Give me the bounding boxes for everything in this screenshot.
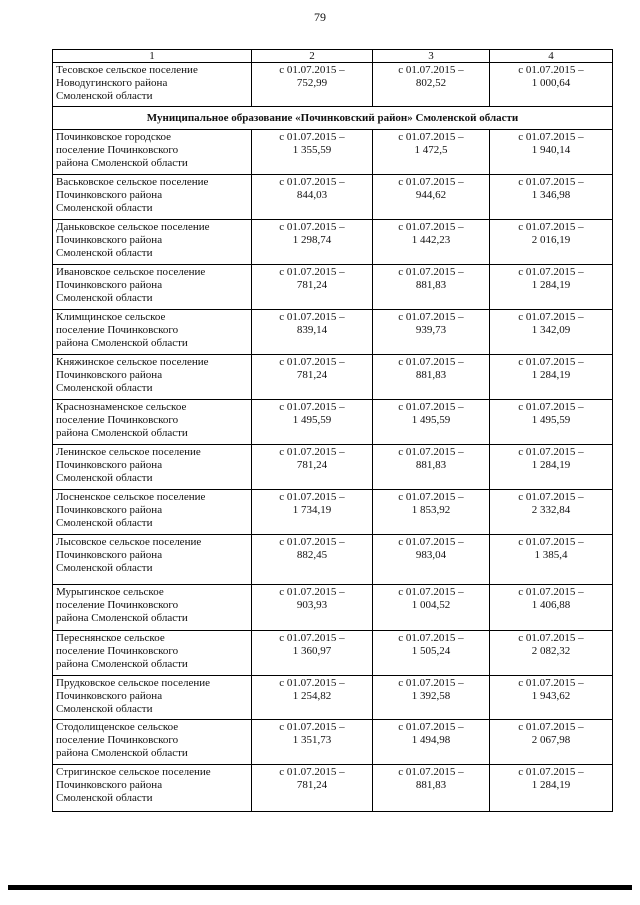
settlement-name-line: Смоленской области (56, 792, 153, 804)
settlement-name-line: поселение Починковского (56, 645, 179, 657)
tariff-date: с 01.07.2015 – (279, 356, 345, 368)
tariff-value: 1 284,19 (531, 459, 571, 471)
settlement-name-line: Смоленской области (56, 247, 153, 259)
tariff-cell-col3 (373, 535, 490, 585)
tariff-date: с 01.07.2015 – (398, 176, 464, 188)
settlement-name-line: Смоленской области (56, 472, 153, 484)
tariff-cell-col4 (490, 445, 613, 490)
tariff-cell-col4 (490, 355, 613, 400)
tariff-cell-col3 (373, 765, 490, 812)
tariff-value: 944,62 (415, 189, 447, 201)
tariff-cell-col2 (252, 676, 373, 720)
tariff-cell-col4 (490, 676, 613, 720)
settlement-name-line: Ивановское сельское поселение (56, 266, 206, 278)
tariff-date: с 01.07.2015 – (279, 491, 345, 503)
tariff-value: 881,83 (415, 369, 447, 381)
settlement-name-line: Климщинское сельское (56, 311, 166, 323)
tariff-date: с 01.07.2015 – (518, 401, 584, 413)
tariff-cell-col3 (373, 585, 490, 631)
table-row (53, 310, 613, 355)
tariff-value: 781,24 (296, 279, 328, 291)
tariff-cell-col2 (252, 765, 373, 812)
tariff-value: 1 734,19 (292, 504, 332, 516)
tariff-date: с 01.07.2015 – (398, 632, 464, 644)
table-row (53, 220, 613, 265)
tariff-value: 1 254,82 (292, 690, 332, 702)
settlement-name-line: Починковского района (56, 549, 163, 561)
tariff-cell-col2 (252, 355, 373, 400)
settlement-name-line: Переснянское сельское (56, 632, 165, 644)
section-title: Муниципальное образование «Починковский район» Смоленской области (53, 107, 613, 130)
settlement-name-line: Даньковское сельское поселение (56, 221, 210, 233)
tariff-cell-col2 (252, 220, 373, 265)
column-header: 1 (53, 50, 252, 63)
tariff-value: 1 385,4 (534, 549, 568, 561)
settlement-name-line: Новодугинского района (56, 77, 168, 89)
table-body (53, 50, 613, 812)
tariff-date: с 01.07.2015 – (518, 586, 584, 598)
settlement-name-line: Смоленской области (56, 292, 153, 304)
settlement-name-line: поселение Починковского (56, 144, 179, 156)
tariff-cell-col2 (252, 445, 373, 490)
tariff-date: с 01.07.2015 – (279, 721, 345, 733)
settlement-name-cell (53, 310, 252, 355)
tariff-value: 1 360,97 (292, 645, 332, 657)
tariff-cell-col3 (373, 490, 490, 535)
table-row (53, 265, 613, 310)
tariff-value: 983,04 (415, 549, 447, 561)
tariff-value: 1 940,14 (531, 144, 571, 156)
tariff-date: с 01.07.2015 – (398, 721, 464, 733)
settlement-name-cell (53, 445, 252, 490)
tariff-cell-col3 (373, 310, 490, 355)
settlement-name-line: Починковского района (56, 369, 163, 381)
column-header: 2 (252, 50, 373, 63)
tariff-value: 1 284,19 (531, 369, 571, 381)
tariff-value: 1 943,62 (531, 690, 571, 702)
tariff-date: с 01.07.2015 – (518, 266, 584, 278)
tariff-cell-col3 (373, 631, 490, 676)
tariff-value: 1 392,58 (411, 690, 451, 702)
settlement-name-line: района Смоленской области (56, 612, 188, 624)
tariff-cell-col4 (490, 585, 613, 631)
tariff-value: 881,83 (415, 779, 447, 791)
table-row (53, 355, 613, 400)
tariff-value: 1 495,59 (292, 414, 332, 426)
tariff-date: с 01.07.2015 – (518, 64, 584, 76)
tariff-value: 1 351,73 (292, 734, 332, 746)
settlement-name-cell (53, 765, 252, 812)
tariff-value: 1 472,5 (414, 144, 448, 156)
tariff-date: с 01.07.2015 – (279, 221, 345, 233)
tariff-cell-col4 (490, 765, 613, 812)
tariff-date: с 01.07.2015 – (518, 491, 584, 503)
settlement-name-line: Лысовское сельское поселение (56, 536, 202, 548)
tariff-date: с 01.07.2015 – (279, 536, 345, 548)
settlement-name-line: Княжинское сельское поселение (56, 356, 209, 368)
settlement-name-line: поселение Починковского (56, 599, 179, 611)
tariff-cell-col2 (252, 175, 373, 220)
tariff-date: с 01.07.2015 – (518, 311, 584, 323)
tariff-cell-col4 (490, 310, 613, 355)
tariff-value: 1 355,59 (292, 144, 332, 156)
tariff-cell-col3 (373, 355, 490, 400)
tariff-value: 1 505,24 (411, 645, 451, 657)
table-row (53, 765, 613, 812)
table-row (53, 676, 613, 720)
tariff-cell-col3 (373, 130, 490, 175)
table-row (53, 400, 613, 445)
tariff-value: 1 004,52 (411, 599, 451, 611)
settlement-name-line: Стодолищенское сельское (56, 721, 179, 733)
tariff-date: с 01.07.2015 – (518, 446, 584, 458)
tariff-value: 1 298,74 (292, 234, 332, 246)
tariff-date: с 01.07.2015 – (398, 356, 464, 368)
tariff-cell-col4 (490, 720, 613, 765)
tariff-value: 2 082,32 (531, 645, 571, 657)
settlement-name-line: Лосненское сельское поселение (56, 491, 206, 503)
tariff-cell-col4 (490, 490, 613, 535)
tariff-cell-col3 (373, 63, 490, 107)
settlement-name-cell (53, 175, 252, 220)
column-header-row (53, 50, 613, 63)
tariff-cell-col3 (373, 265, 490, 310)
tariff-value: 752,99 (296, 77, 328, 89)
tariff-date: с 01.07.2015 – (398, 266, 464, 278)
tariff-value: 1 406,88 (531, 599, 571, 611)
settlement-name-line: района Смоленской области (56, 427, 188, 439)
settlement-name-cell (53, 676, 252, 720)
settlement-name-line: Починковского района (56, 279, 163, 291)
tariff-cell-col2 (252, 535, 373, 585)
settlement-name-line: Смоленской области (56, 562, 153, 574)
tariff-date: с 01.07.2015 – (279, 266, 345, 278)
tariff-cell-col2 (252, 490, 373, 535)
tariff-cell-col4 (490, 535, 613, 585)
tariff-cell-col2 (252, 130, 373, 175)
settlement-name-cell (53, 631, 252, 676)
settlement-name-line: Смоленской области (56, 703, 153, 715)
table-row (53, 63, 613, 107)
settlement-name-line: Смоленской области (56, 382, 153, 394)
table-row (53, 585, 613, 631)
tariff-value: 939,73 (415, 324, 447, 336)
tariff-value: 2 016,19 (531, 234, 571, 246)
tariff-date: с 01.07.2015 – (398, 766, 464, 778)
tariff-value: 2 332,84 (531, 504, 571, 516)
tariff-cell-col2 (252, 63, 373, 107)
tariff-cell-col4 (490, 400, 613, 445)
tariff-value: 1 853,92 (411, 504, 451, 516)
table-row (53, 175, 613, 220)
settlement-name-line: Ленинское сельское поселение (56, 446, 201, 458)
settlement-name-line: Стригинское сельское поселение (56, 766, 211, 778)
tariff-value: 881,83 (415, 279, 447, 291)
tariff-value: 844,03 (296, 189, 328, 201)
tariff-date: с 01.07.2015 – (279, 64, 345, 76)
settlement-name-line: района Смоленской области (56, 337, 188, 349)
settlement-name-line: района Смоленской области (56, 157, 188, 169)
tariff-cell-col3 (373, 220, 490, 265)
settlement-name-line: Починковского района (56, 504, 163, 516)
tariff-date: с 01.07.2015 – (518, 131, 584, 143)
settlement-name-line: Починковское городское (56, 131, 172, 143)
tariff-value: 839,14 (296, 324, 328, 336)
settlement-name-line: Прудковское сельское поселение (56, 677, 210, 689)
settlement-name-cell (53, 63, 252, 107)
tariff-value: 1 000,64 (531, 77, 571, 89)
tariff-date: с 01.07.2015 – (279, 632, 345, 644)
tariff-date: с 01.07.2015 – (398, 536, 464, 548)
settlement-name-line: Тесовское сельское поселение (56, 64, 198, 76)
settlement-name-cell (53, 585, 252, 631)
settlement-name-line: поселение Починковского (56, 734, 179, 746)
settlement-name-cell (53, 720, 252, 765)
settlement-name-line: Починковского района (56, 459, 163, 471)
tariff-value: 1 284,19 (531, 279, 571, 291)
settlement-name-cell (53, 400, 252, 445)
tariff-value: 1 284,19 (531, 779, 571, 791)
settlement-name-line: района Смоленской области (56, 747, 188, 759)
tariff-value: 781,24 (296, 459, 328, 471)
settlement-name-line: поселение Починковского (56, 414, 179, 426)
settlement-name-cell (53, 355, 252, 400)
settlement-name-line: Васьковское сельское поселение (56, 176, 209, 188)
tariff-cell-col3 (373, 676, 490, 720)
tariff-date: с 01.07.2015 – (398, 491, 464, 503)
settlement-name-line: Смоленской области (56, 202, 153, 214)
tariff-value: 1 494,98 (411, 734, 451, 746)
tariff-value: 882,45 (296, 549, 328, 561)
column-header: 3 (373, 50, 490, 63)
tariff-value: 1 442,23 (411, 234, 451, 246)
settlement-name-cell (53, 535, 252, 585)
tariff-cell-col4 (490, 220, 613, 265)
tariff-date: с 01.07.2015 – (279, 131, 345, 143)
settlement-name-line: Починковского района (56, 690, 163, 702)
tariff-cell-col2 (252, 720, 373, 765)
tariff-cell-col3 (373, 400, 490, 445)
settlement-name-cell (53, 265, 252, 310)
tariff-date: с 01.07.2015 – (279, 311, 345, 323)
tariff-date: с 01.07.2015 – (279, 677, 345, 689)
tariff-value: 2 067,98 (531, 734, 571, 746)
tariff-date: с 01.07.2015 – (398, 586, 464, 598)
tariff-date: с 01.07.2015 – (398, 221, 464, 233)
page-number: 79 (314, 10, 326, 24)
tariff-cell-col4 (490, 265, 613, 310)
bottom-rule (8, 885, 632, 890)
settlement-name-line: района Смоленской области (56, 658, 188, 670)
tariff-value: 781,24 (296, 369, 328, 381)
tariff-cell-col4 (490, 175, 613, 220)
settlement-name-line: поселение Починковского (56, 324, 179, 336)
settlement-name-line: Краснознаменское сельское (56, 401, 187, 413)
tariff-cell-col3 (373, 175, 490, 220)
tariff-date: с 01.07.2015 – (398, 311, 464, 323)
tariff-date: с 01.07.2015 – (518, 677, 584, 689)
tariff-date: с 01.07.2015 – (518, 766, 584, 778)
table-row (53, 720, 613, 765)
tariff-cell-col3 (373, 720, 490, 765)
tariff-value: 1 495,59 (531, 414, 571, 426)
tariff-date: с 01.07.2015 – (518, 536, 584, 548)
tariff-cell-col2 (252, 310, 373, 355)
settlement-name-line: Починковского района (56, 189, 163, 201)
tariff-date: с 01.07.2015 – (398, 401, 464, 413)
tariff-date: с 01.07.2015 – (518, 221, 584, 233)
settlement-name-line: Починковского района (56, 234, 163, 246)
tariff-date: с 01.07.2015 – (518, 176, 584, 188)
tariff-cell-col2 (252, 585, 373, 631)
tariff-date: с 01.07.2015 – (398, 64, 464, 76)
tariff-date: с 01.07.2015 – (279, 176, 345, 188)
tariff-date: с 01.07.2015 – (279, 766, 345, 778)
tariff-value: 781,24 (296, 779, 328, 791)
section-header-row (53, 107, 613, 130)
table-row (53, 631, 613, 676)
tariff-cell-col4 (490, 130, 613, 175)
tariff-cell-col3 (373, 445, 490, 490)
settlement-name-cell (53, 490, 252, 535)
tariff-date: с 01.07.2015 – (279, 586, 345, 598)
tariff-date: с 01.07.2015 – (518, 356, 584, 368)
table-row (53, 445, 613, 490)
tariff-cell-col2 (252, 265, 373, 310)
settlement-name-cell (53, 220, 252, 265)
tariff-value: 881,83 (415, 459, 447, 471)
settlement-name-line: Смоленской области (56, 90, 153, 102)
table-row (53, 130, 613, 175)
tariff-date: с 01.07.2015 – (518, 721, 584, 733)
tariff-date: с 01.07.2015 – (279, 446, 345, 458)
tariff-cell-col2 (252, 400, 373, 445)
tariff-table (52, 49, 613, 812)
tariff-cell-col4 (490, 63, 613, 107)
tariff-cell-col4 (490, 631, 613, 676)
tariff-value: 1 495,59 (411, 414, 451, 426)
table-row (53, 490, 613, 535)
tariff-date: с 01.07.2015 – (398, 446, 464, 458)
tariff-date: с 01.07.2015 – (518, 632, 584, 644)
tariff-date: с 01.07.2015 – (398, 131, 464, 143)
table-row (53, 535, 613, 585)
tariff-value: 802,52 (415, 77, 447, 89)
settlement-name-cell (53, 130, 252, 175)
column-header: 4 (490, 50, 613, 63)
settlement-name-line: Смоленской области (56, 517, 153, 529)
settlement-name-line: Починковского района (56, 779, 163, 791)
tariff-value: 1 342,09 (531, 324, 571, 336)
settlement-name-line: Мурыгинское сельское (56, 586, 164, 598)
tariff-value: 903,93 (296, 599, 328, 611)
tariff-date: с 01.07.2015 – (398, 677, 464, 689)
tariff-date: с 01.07.2015 – (279, 401, 345, 413)
tariff-value: 1 346,98 (531, 189, 571, 201)
tariff-cell-col2 (252, 631, 373, 676)
